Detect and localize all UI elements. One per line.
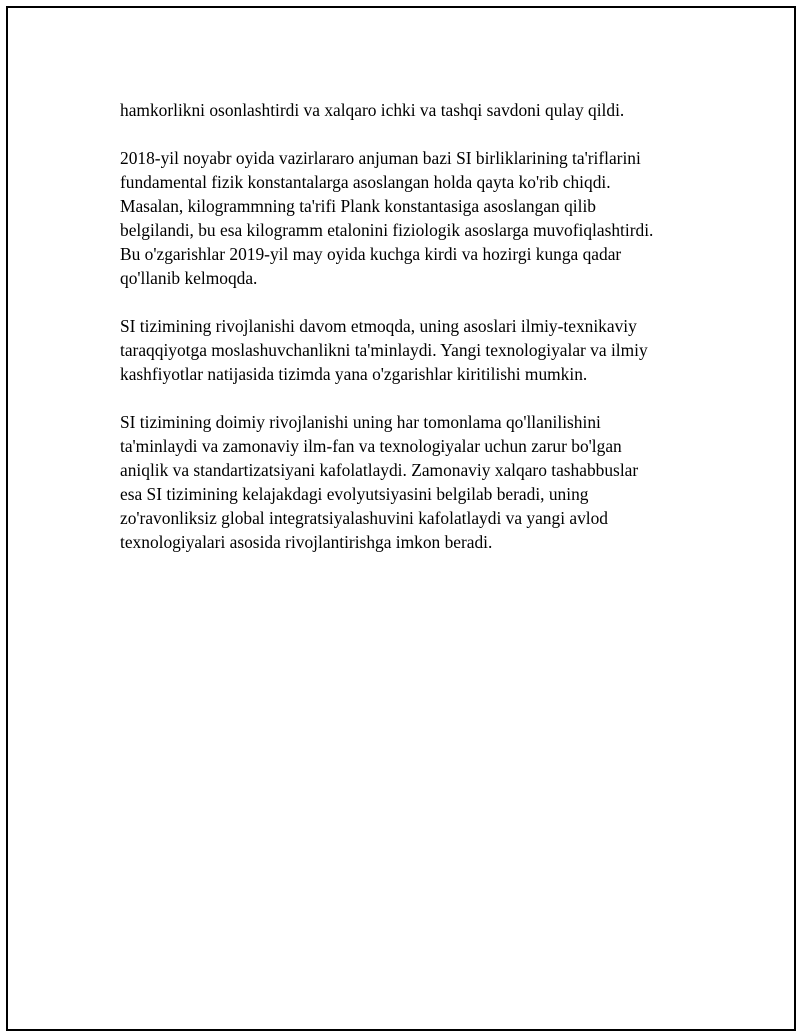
text-line: kashfiyotlar natijasida tizimda yana o'zgarishlar kiritilishi mumkin. [120, 364, 588, 384]
text-line: Bu o'zgarishlar 2019-yil may oyida kuchga kirdi va hozirgi kunga qadar [120, 244, 622, 264]
document-body [120, 98, 710, 578]
text-line: texnologiyalari asosida rivojlantirishga imkon beradi. [120, 532, 493, 552]
text-line: ta'minlaydi va zamonaviy ilm-fan va texnologiyalar uchun zarur bo'lgan [120, 436, 622, 456]
text-line: esa SI tizimining kelajakdagi evolyutsiyasini belgilab beradi, uning [120, 484, 589, 504]
text-line: SI tizimining doimiy rivojlanishi uning har tomonlama qo'llanilishini [120, 412, 601, 432]
text-line: 2018-yil noyabr oyida vazirlararo anjuman bazi SI birliklarining ta'riflarini [120, 148, 641, 168]
paragraph-3 [120, 314, 710, 386]
text-line: Masalan, kilogrammning ta'rifi Plank konstantasiga asoslangan qilib [120, 196, 596, 216]
paragraph-4 [120, 410, 710, 554]
text-line: hamkorlikni osonlashtirdi va xalqaro ichki va tashqi savdoni qulay qildi. [120, 100, 625, 120]
text-line: aniqlik va standartizatsiyani kafolatlaydi. Zamonaviy xalqaro tashabbuslar [120, 460, 639, 480]
text-line: belgilandi, bu esa kilogramm etalonini fiziologik asoslarga muvofiqlashtirdi. [120, 220, 654, 240]
paragraph-1 [120, 98, 710, 122]
text-line: taraqqiyotga moslashuvchanlikni ta'minlaydi. Yangi texnologiyalar va ilmiy [120, 340, 648, 360]
paragraph-2 [120, 146, 710, 290]
text-line: zo'ravonliksiz global integratsiyalashuvini kafolatlaydi va yangi avlod [120, 508, 609, 528]
document-page [6, 6, 796, 1031]
text-line: qo'llanib kelmoqda. [120, 268, 258, 288]
text-line: fundamental fizik konstantalarga asoslangan holda qayta ko'rib chiqdi. [120, 172, 611, 192]
text-line: SI tizimining rivojlanishi davom etmoqda, uning asoslari ilmiy-texnikaviy [120, 316, 637, 336]
